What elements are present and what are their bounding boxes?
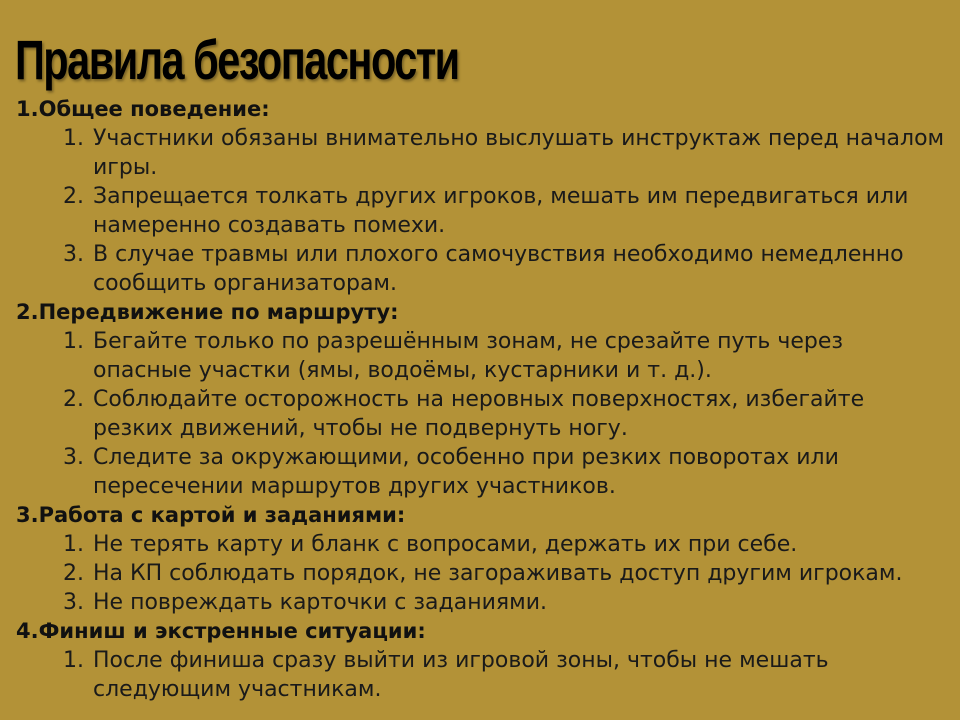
section-map-and-tasks	[16, 501, 946, 617]
section-heading: 1.Общее поведение:	[16, 97, 270, 121]
section-general-behavior	[16, 95, 946, 298]
rule-number: 2.	[63, 561, 84, 586]
rules-list	[16, 124, 946, 298]
section-finish-emergency	[16, 617, 946, 704]
rule-item	[16, 443, 946, 501]
rule-item	[16, 588, 946, 617]
rule-text: Не терять карту и бланк с вопросами, держать их при себе.	[93, 532, 798, 557]
rule-text: Следите за окружающими, особенно при резких поворотах или пересечении маршрутов других участников.	[93, 445, 839, 499]
rule-number: 2.	[63, 184, 84, 209]
rule-number: 3.	[63, 445, 84, 470]
rule-number: 2.	[63, 387, 84, 412]
rules-content	[16, 95, 946, 704]
rule-item	[16, 385, 946, 443]
rule-number: 1.	[63, 532, 84, 557]
rule-text: В случае травмы или плохого самочувствия необходимо немедленно сообщить организаторам.	[93, 242, 904, 296]
section-heading: 2.Передвижение по маршруту:	[16, 300, 399, 324]
rule-number: 3.	[63, 242, 84, 267]
section-route-movement	[16, 298, 946, 501]
section-heading: 4.Финиш и экстренные ситуации:	[16, 619, 426, 643]
rule-number: 1.	[63, 126, 84, 151]
rules-list	[16, 530, 946, 617]
rule-text: После финиша сразу выйти из игровой зоны, чтобы не мешать следующим участникам.	[93, 648, 829, 702]
rule-text: Запрещается толкать других игроков, мешать им передвигаться или намеренно создавать помехи.	[93, 184, 909, 238]
rule-item	[16, 530, 946, 559]
rules-list	[16, 327, 946, 501]
slide-title: Правила безопасности	[15, 28, 459, 91]
rule-number: 3.	[63, 590, 84, 615]
rule-item	[16, 240, 946, 298]
rule-item	[16, 182, 946, 240]
rule-text: На КП соблюдать порядок, не загораживать доступ другим игрокам.	[93, 561, 903, 586]
rule-item	[16, 559, 946, 588]
section-heading: 3.Работа с картой и заданиями:	[16, 503, 406, 527]
rule-number: 1.	[63, 648, 84, 673]
rules-list	[16, 646, 946, 704]
rule-item	[16, 124, 946, 182]
rule-text: Не повреждать карточки с заданиями.	[93, 590, 548, 615]
rule-text: Бегайте только по разрешённым зонам, не срезайте путь через опасные участки (ямы, водоёмы, кустарники и т. д.).	[93, 329, 844, 383]
rule-number: 1.	[63, 329, 84, 354]
rule-item	[16, 327, 946, 385]
rule-text: Участники обязаны внимательно выслушать инструктаж перед началом игры.	[93, 126, 945, 180]
rule-item	[16, 646, 946, 704]
rule-text: Соблюдайте осторожность на неровных поверхностях, избегайте резких движений, чтобы не подвернуть ногу.	[93, 387, 865, 441]
